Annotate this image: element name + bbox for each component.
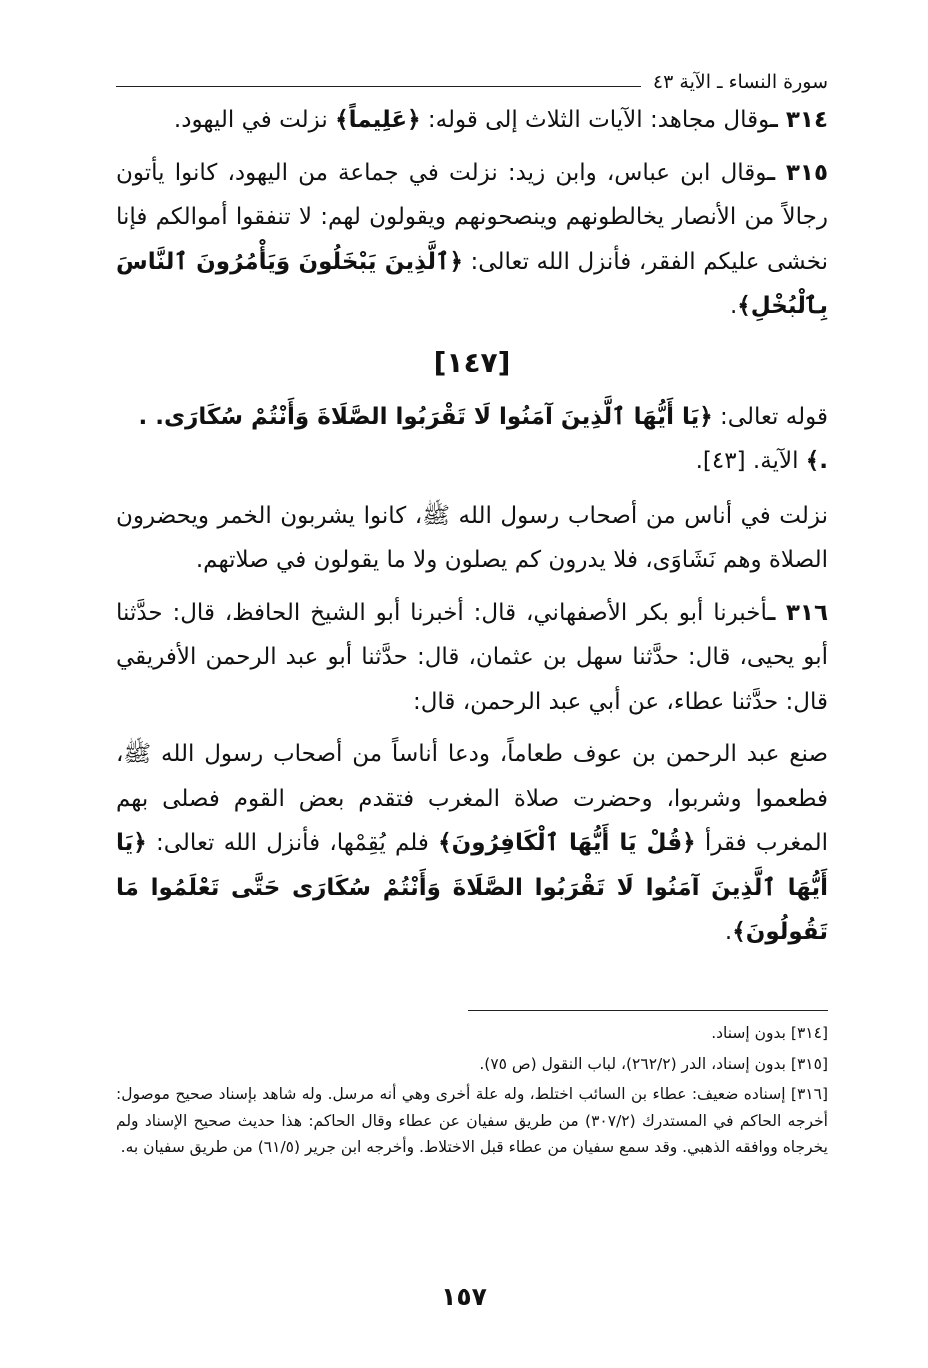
paragraph-316 — [116, 591, 828, 725]
quran-quote: ﴿قُلْ يَا أَيُّهَا ٱلْكَافِرُونَ﴾ — [438, 830, 696, 856]
verse-intro: قوله تعالى: — [712, 403, 828, 430]
page-number: ١٥٧ — [441, 1282, 487, 1311]
revelation-paragraph: نزلت في أناس من أصحاب رسول الله ﷺ، كانوا يشربون الخمر ويحضرون الصلاة وهم نَشَاوَى، فلا يدرون كم يصلون ولا ما يقولون في صلاتهم. — [116, 502, 828, 573]
section-number: [١٤٧] — [433, 345, 511, 379]
paragraph-314 — [116, 98, 828, 143]
paragraph-tail: . — [729, 293, 738, 319]
paragraph-text: وقال مجاهد: الآيات الثلاث إلى قوله: — [420, 107, 770, 133]
quran-quote: ﴿ٱلَّذِينَ يَبْخَلُونَ وَيَأْمُرُونَ ٱلنَّاسَ بِٱلْبُخْلِ﴾ — [116, 248, 828, 319]
footnote-separator — [468, 1010, 828, 1011]
verse-reference: الآية. [٤٣]. — [695, 448, 806, 474]
footnotes — [116, 1020, 828, 1165]
quran-quote: ﴿يَا أَيُّهَا ٱلَّذِينَ آمَنُوا لَا تَقْرَبُوا الصَّلَاةَ وَأَنْتُمْ سُكَارَى. . .﴾ — [138, 403, 828, 474]
story-middle: فلم يُقِمْها، فأنزل الله تعالى: — [146, 830, 439, 856]
footnote-316: [٣١٦] إسناده ضعيف: عطاء بن السائب اختلط، وله علة أخرى وهي أنه مرسل. وله شاهد بإسناد صحيح موصول: أخرجه الحاكم في المستدرك (٣٠٧/٢) من طريق سفيان عن عطاء وقال الحاكم: هذا حديث صحيح الإسناد ولم يخرجاه ووافقه الذهبي. وقد سمع سفيان من عطاء قبل الاختلاط. وأخرجه ابن جرير (٦١/٥) من طريق سفيان به. — [116, 1085, 828, 1156]
paragraph-text: وقال ابن عباس، وابن زيد: نزلت في جماعة من اليهود، كانوا يأتون رجالاً من الأنصار يخالطونهم وينصحونهم ويقولون لهم: لا تنفقوا أموالكم فإنا نخشى عليكم الفقر، فأنزل الله تعالى: — [116, 159, 828, 275]
story-paragraph — [116, 732, 828, 955]
verse-heading — [116, 395, 828, 484]
footnote-315: [٣١٥] بدون إسناد، الدر (٢٦٢/٢)، لباب النقول (ص ٧٥). — [479, 1054, 828, 1073]
running-header-title: سورة النساء ـ الآية ٤٣ — [652, 71, 828, 93]
hadith-number: ٣١٦ ـ — [767, 599, 828, 626]
hadith-number: ٣١٥ ـ — [767, 159, 828, 186]
main-text — [116, 98, 828, 963]
quran-quote: ﴿يَا أَيُّهَا ٱلَّذِينَ آمَنُوا لَا تَقْرَبُوا الصَّلَاةَ وَأَنْتُمْ سُكَارَى حَتَّى تَعْلَمُوا مَا تَقُولُونَ﴾ — [116, 830, 828, 945]
paragraph-tail: نزلت في اليهود. — [173, 107, 336, 133]
hadith-number: ٣١٤ ـ — [770, 107, 828, 133]
story-text: صنع عبد الرحمن بن عوف طعاماً، ودعا أناساً من أصحاب رسول الله ﷺ، فطعموا وشربوا، وحضرت صلاة المغرب فتقدم بعض القوم فصلى بهم المغرب فقرأ — [116, 741, 828, 856]
running-header — [116, 62, 828, 92]
paragraph-315 — [116, 151, 828, 329]
footnote-314: [٣١٤] بدون إسناد. — [711, 1024, 828, 1042]
isnad-text: أخبرنا أبو بكر الأصفهاني، قال: أخبرنا أبو الشيخ الحافظ، قال: حدَّثنا أبو يحيى، قال: حدَّثنا سهل بن عثمان، قال: حدَّثنا أبو عبد الرحمن الأفريقي قال: حدَّثنا عطاء، عن أبي عبد الرحمن، قال: — [116, 599, 828, 715]
quran-quote: ﴿عَلِيماً﴾ — [335, 107, 421, 133]
story-tail: . — [724, 919, 733, 945]
header-rule — [116, 86, 641, 87]
